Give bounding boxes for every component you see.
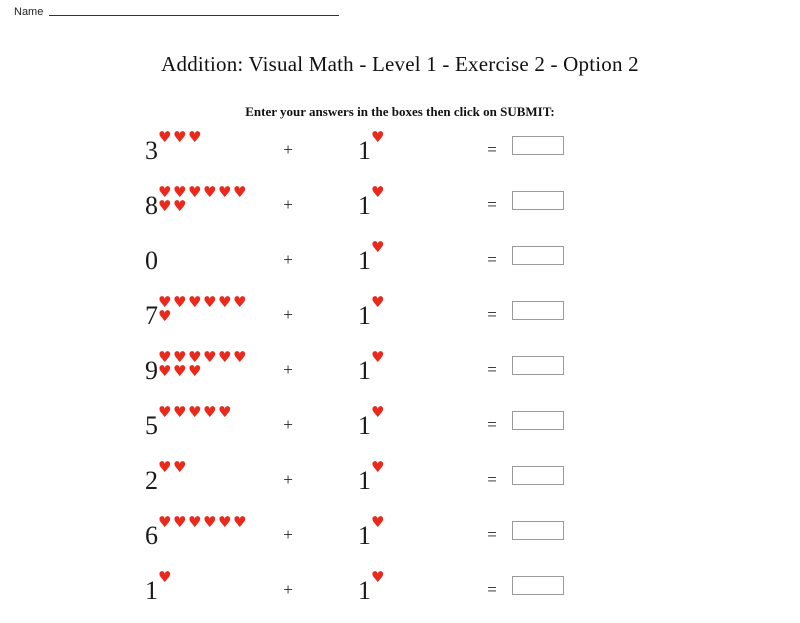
- plus-symbol: +: [283, 360, 293, 379]
- equals-symbol: =: [487, 250, 497, 269]
- left-operand: [145, 348, 270, 403]
- heart-icon: ♥: [188, 128, 202, 146]
- heart-icon: ♥: [173, 348, 187, 366]
- answer-cell: [512, 403, 572, 458]
- right-operand-hearts: [371, 403, 386, 419]
- answer-input[interactable]: [512, 411, 564, 430]
- heart-icon: ♥: [173, 362, 187, 380]
- problem-row: [0, 403, 800, 458]
- heart-icon: ♥: [203, 348, 217, 366]
- right-operand-hearts: [371, 238, 386, 254]
- left-operand-number: 2: [145, 466, 158, 495]
- answer-cell: [512, 238, 572, 293]
- left-operand-hearts: [158, 293, 250, 323]
- left-operand: [145, 238, 270, 293]
- left-operand: [145, 568, 270, 623]
- heart-icon: ♥: [203, 183, 217, 201]
- right-operand-number: 1: [358, 521, 371, 550]
- problem-row: [0, 348, 800, 403]
- heart-icon: ♥: [158, 568, 172, 586]
- heart-icon: ♥: [203, 293, 217, 311]
- plus-symbol: +: [283, 470, 293, 489]
- right-operand: [358, 128, 458, 183]
- heart-icon: ♥: [203, 403, 217, 421]
- answer-cell: [512, 348, 572, 403]
- plus-symbol: +: [283, 250, 293, 269]
- right-operand-number: 1: [358, 301, 371, 330]
- answer-input[interactable]: [512, 301, 564, 320]
- heart-icon: ♥: [218, 183, 232, 201]
- left-operand-number: 1: [145, 576, 158, 605]
- heart-icon: ♥: [158, 403, 172, 421]
- heart-icon: ♥: [158, 458, 172, 476]
- right-operand-hearts: [371, 568, 386, 584]
- heart-icon: ♥: [188, 513, 202, 531]
- answer-input[interactable]: [512, 356, 564, 375]
- heart-icon: ♥: [218, 403, 232, 421]
- answer-cell: [512, 183, 572, 238]
- equals-symbol: =: [487, 195, 497, 214]
- left-operand-number: 9: [145, 356, 158, 385]
- heart-icon: ♥: [371, 403, 385, 421]
- left-operand: [145, 293, 270, 348]
- equals-symbol: =: [487, 360, 497, 379]
- heart-icon: ♥: [158, 183, 172, 201]
- heart-icon: ♥: [158, 513, 172, 531]
- answer-input[interactable]: [512, 136, 564, 155]
- plus-symbol: +: [283, 195, 293, 214]
- plus-symbol: +: [283, 525, 293, 544]
- left-operand-hearts: [158, 183, 250, 213]
- problem-row: [0, 238, 800, 293]
- left-operand: [145, 403, 270, 458]
- left-operand-number: 5: [145, 411, 158, 440]
- answer-cell: [512, 293, 572, 348]
- heart-icon: ♥: [371, 348, 385, 366]
- heart-icon: ♥: [188, 362, 202, 380]
- plus-symbol: +: [283, 305, 293, 324]
- left-operand-hearts: [158, 348, 250, 378]
- problem-row: [0, 513, 800, 568]
- answer-input[interactable]: [512, 191, 564, 210]
- heart-icon: ♥: [233, 348, 247, 366]
- heart-icon: ♥: [188, 183, 202, 201]
- equals-symbol: =: [487, 305, 497, 324]
- plus-symbol: +: [283, 415, 293, 434]
- right-operand-number: 1: [358, 411, 371, 440]
- left-operand-number: 3: [145, 136, 158, 165]
- left-operand-hearts: [158, 403, 233, 419]
- heart-icon: ♥: [158, 362, 172, 380]
- equals-symbol: =: [487, 525, 497, 544]
- page-title: Addition: Visual Math - Level 1 - Exercise 2 - Option 2: [161, 52, 639, 76]
- heart-icon: ♥: [218, 513, 232, 531]
- problem-row: [0, 458, 800, 513]
- answer-cell: [512, 128, 572, 183]
- answer-cell: [512, 568, 572, 623]
- heart-icon: ♥: [371, 458, 385, 476]
- heart-icon: ♥: [371, 568, 385, 586]
- equals-symbol: =: [487, 470, 497, 489]
- heart-icon: ♥: [203, 513, 217, 531]
- left-operand: [145, 513, 270, 568]
- heart-icon: ♥: [173, 197, 187, 215]
- heart-icon: ♥: [371, 238, 385, 256]
- right-operand-number: 1: [358, 576, 371, 605]
- right-operand: [358, 403, 458, 458]
- heart-icon: ♥: [371, 128, 385, 146]
- problem-row: [0, 293, 800, 348]
- name-label: Name: [14, 6, 44, 18]
- right-operand: [358, 183, 458, 238]
- heart-icon: ♥: [173, 293, 187, 311]
- left-operand-number: 0: [145, 246, 158, 275]
- right-operand-hearts: [371, 348, 386, 364]
- heart-icon: ♥: [188, 403, 202, 421]
- heart-icon: ♥: [233, 183, 247, 201]
- right-operand-number: 1: [358, 466, 371, 495]
- left-operand: [145, 183, 270, 238]
- heart-icon: ♥: [371, 183, 385, 201]
- right-operand-number: 1: [358, 356, 371, 385]
- left-operand-number: 6: [145, 521, 158, 550]
- heart-icon: ♥: [218, 348, 232, 366]
- plus-symbol: +: [283, 580, 293, 599]
- right-operand-hearts: [371, 458, 386, 474]
- right-operand-hearts: [371, 293, 386, 309]
- answer-cell: [512, 513, 572, 568]
- left-operand-number: 7: [145, 301, 158, 330]
- heart-icon: ♥: [173, 513, 187, 531]
- right-operand: [358, 458, 458, 513]
- answer-cell: [512, 458, 572, 513]
- heart-icon: ♥: [218, 293, 232, 311]
- name-field-row: [14, 6, 339, 18]
- problem-row: [0, 183, 800, 238]
- problem-row: [0, 128, 800, 183]
- answer-input[interactable]: [512, 521, 564, 540]
- left-operand-number: 8: [145, 191, 158, 220]
- heart-icon: ♥: [173, 403, 187, 421]
- answer-input[interactable]: [512, 576, 564, 595]
- name-write-line[interactable]: [49, 15, 339, 16]
- right-operand: [358, 348, 458, 403]
- left-operand-hearts: [158, 513, 248, 529]
- left-operand-hearts: [158, 568, 173, 584]
- heart-icon: ♥: [173, 128, 187, 146]
- equals-symbol: =: [487, 140, 497, 159]
- heart-icon: ♥: [158, 293, 172, 311]
- instructions-text: Enter your answers in the boxes then click on SUBMIT:: [245, 104, 555, 119]
- heart-icon: ♥: [371, 513, 385, 531]
- heart-icon: ♥: [371, 293, 385, 311]
- heart-icon: ♥: [158, 197, 172, 215]
- problem-list: [0, 128, 800, 623]
- left-operand: [145, 458, 270, 513]
- answer-input[interactable]: [512, 466, 564, 485]
- right-operand-hearts: [371, 128, 386, 144]
- right-operand: [358, 513, 458, 568]
- right-operand: [358, 238, 458, 293]
- equals-symbol: =: [487, 580, 497, 599]
- right-operand: [358, 568, 458, 623]
- heart-icon: ♥: [233, 293, 247, 311]
- left-operand-hearts: [158, 458, 188, 474]
- right-operand: [358, 293, 458, 348]
- heart-icon: ♥: [188, 293, 202, 311]
- plus-symbol: +: [283, 140, 293, 159]
- heart-icon: ♥: [233, 513, 247, 531]
- answer-input[interactable]: [512, 246, 564, 265]
- right-operand-number: 1: [358, 191, 371, 220]
- heart-icon: ♥: [158, 348, 172, 366]
- right-operand-hearts: [371, 513, 386, 529]
- heart-icon: ♥: [188, 348, 202, 366]
- equals-symbol: =: [487, 415, 497, 434]
- heart-icon: ♥: [173, 458, 187, 476]
- heart-icon: ♥: [158, 128, 172, 146]
- left-operand: [145, 128, 270, 183]
- right-operand-number: 1: [358, 246, 371, 275]
- problem-row: [0, 568, 800, 623]
- right-operand-hearts: [371, 183, 386, 199]
- right-operand-number: 1: [358, 136, 371, 165]
- left-operand-hearts: [158, 128, 203, 144]
- heart-icon: ♥: [158, 307, 172, 325]
- heart-icon: ♥: [173, 183, 187, 201]
